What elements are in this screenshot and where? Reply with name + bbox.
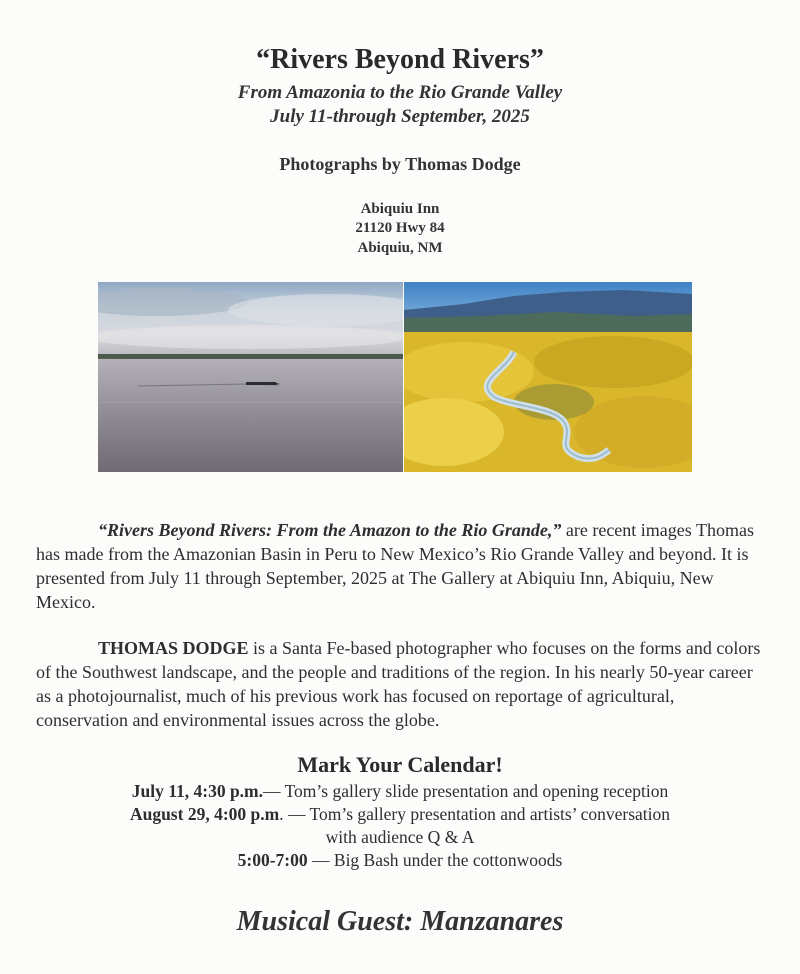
intro-paragraph (36, 518, 766, 614)
event-time: 5:00-7:00 (237, 850, 308, 870)
event-description: — Big Bash under the cottonwoods (307, 850, 563, 870)
calendar-heading: Mark Your Calendar! (297, 752, 503, 777)
event-line (0, 803, 800, 825)
venue-city: Abiquiu, NM (357, 240, 443, 256)
event-description: with audience Q & A (325, 827, 475, 847)
amazon-river-photo (98, 282, 403, 472)
rio-grande-valley-photo (404, 282, 692, 472)
event-time: August 29, 4:00 p.m (129, 804, 280, 824)
event-line (0, 780, 800, 802)
event-time: July 11, 4:30 p.m. (131, 781, 264, 801)
event-description: — Tom’s gallery slide presentation and opening reception (263, 781, 669, 801)
bio-paragraph (36, 636, 766, 732)
event-line (0, 826, 800, 848)
subtitle: From Amazonia to the Rio Grande Valley (237, 82, 563, 103)
byline: Photographs by Thomas Dodge (279, 154, 521, 174)
event-line (0, 849, 800, 871)
venue-name: Abiquiu Inn (360, 201, 440, 217)
exhibit-dates: July 11-through September, 2025 (270, 106, 530, 127)
exhibit-title-quote: “Rivers Beyond Rivers: From the Amazon to the Rio Grande,” (98, 520, 562, 540)
event-description: . — Tom’s gallery presentation and artists’ conversation (279, 804, 671, 824)
venue-street: 21120 Hwy 84 (355, 220, 445, 236)
page-title: “Rivers Beyond Rivers” (256, 44, 544, 75)
bio-text: is a Santa Fe-based photographer who focuses on the forms and colors of the Southwest landscape, and the people and traditions of the region. In his nearly 50-year career as a photojournalist, much of his previous work has focused on reportage of agricultural, conservation and environmental issues across the globe. (36, 638, 761, 730)
artist-name: THOMAS DODGE (98, 638, 249, 658)
intro-text: are recent images Thomas has made from the Amazonian Basin in Peru to New Mexico’s Rio Grande Valley and beyond. It is presented from July 11 through September, 2025 at The Gallery at Abiquiu Inn, Abiquiu, New Mexico. (36, 520, 754, 612)
musical-guest: Musical Guest: Manzanares (236, 906, 564, 937)
